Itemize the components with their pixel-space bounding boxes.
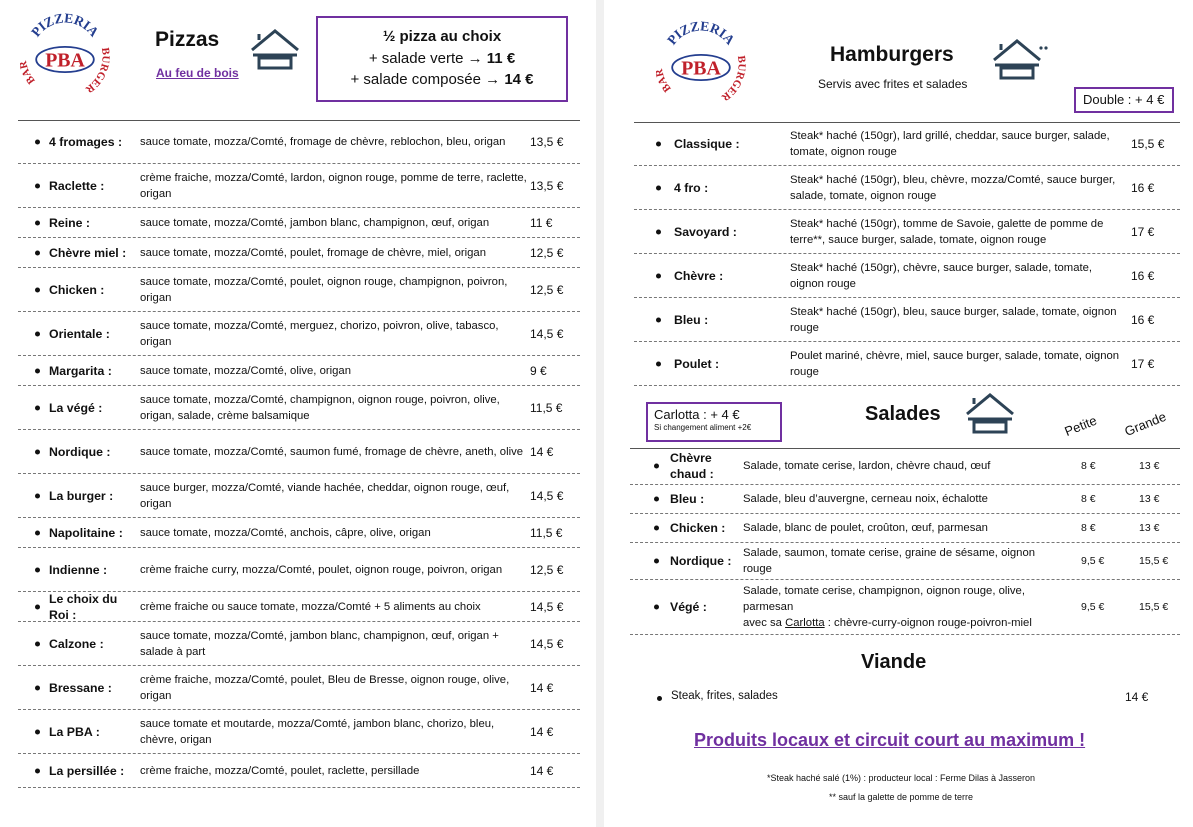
item-description-text: Steak* haché (150gr), lard grillé, cheddar, sauce burger, salade, tomate, oignon rouge xyxy=(790,129,1110,158)
item-price: 11 € xyxy=(530,215,553,230)
item-description-text: sauce tomate, mozza/Comté, jambon blanc, champignon, œuf, origan xyxy=(140,216,490,229)
item-price: 16 € xyxy=(1131,268,1155,283)
column-head-large: Grande xyxy=(1122,408,1169,439)
item-description-text: Salade, bleu d’auvergne, cerneau noix, échalotte xyxy=(743,493,988,505)
item-price: 9 € xyxy=(530,363,547,378)
salad-row xyxy=(630,580,1180,635)
item-name: La végé : xyxy=(49,400,103,415)
item-price: 16 € xyxy=(1131,180,1155,195)
bullet xyxy=(35,641,40,646)
promo-line1-price: 11 € xyxy=(486,50,516,67)
item-description-text: Poulet mariné, chèvre, miel, sauce burger, salade, tomate, oignon rouge xyxy=(790,349,1120,378)
item-name: Nordique : xyxy=(670,554,732,568)
bullet xyxy=(35,567,40,572)
price-large: 15,5 € xyxy=(1139,555,1169,567)
house-icon-graphic xyxy=(250,28,300,70)
pizza-row xyxy=(18,548,580,592)
salad-row xyxy=(630,485,1180,514)
pizza-row xyxy=(18,312,580,356)
item-description xyxy=(140,672,530,704)
bullet xyxy=(35,139,40,144)
item-name: Chicken : xyxy=(49,282,105,297)
burger-row xyxy=(634,342,1180,386)
pizza-row xyxy=(18,120,580,164)
bullet xyxy=(656,361,661,366)
pizza-row xyxy=(18,622,580,666)
price-large: 13 € xyxy=(1139,493,1160,505)
logo-right-top-text: PIZZERIA xyxy=(664,18,738,48)
item-description-text: Salade, saumon, tomate cerise, graine de sésame, oignon rouge xyxy=(743,547,1036,575)
price-large: 13 € xyxy=(1139,522,1160,534)
item-name: Nordique : xyxy=(49,444,111,459)
item-description xyxy=(790,348,1124,380)
bullet xyxy=(35,368,40,373)
item-description-text: Steak* haché (150gr), bleu, sauce burger, salade, tomate, oignon rouge xyxy=(790,305,1117,334)
item-description-text: sauce tomate, mozza/Comté, fromage de chèvre, reblochon, bleu, origan xyxy=(140,135,506,148)
burger-salad-page xyxy=(604,0,1193,827)
item-description xyxy=(140,170,530,202)
item-name: Indienne : xyxy=(49,562,108,577)
logo-left-text: BA xyxy=(20,66,38,87)
item-name: Bleu : xyxy=(670,492,705,506)
bullet xyxy=(35,183,40,188)
item-description-text: Salade, blanc de poulet, croûton, œuf, parmesan xyxy=(743,522,988,534)
item-description-text: sauce tomate, mozza/Comté, merguez, chorizo, poivron, olive, tabasco, origan xyxy=(140,319,499,348)
promo-line-mixed-salad xyxy=(318,71,566,89)
item-name: Chèvre chaud : xyxy=(670,451,714,481)
item-name: Orientale : xyxy=(49,326,110,341)
item-price: 14 € xyxy=(530,680,554,695)
bullet xyxy=(656,141,661,146)
bullet xyxy=(35,604,40,609)
house-icon xyxy=(250,28,300,70)
item-description xyxy=(140,245,530,261)
logo-top-text: PIZZERIA xyxy=(28,10,102,40)
bullet xyxy=(35,220,40,225)
item-description-text: sauce tomate, mozza/Comté, champignon, oignon rouge, poivron, olive, origan, salade, crème balsamique xyxy=(140,393,500,422)
item-price: 13,5 € xyxy=(530,178,564,193)
pizza-row xyxy=(18,754,580,788)
item-extra-prefix: avec sa xyxy=(743,617,786,629)
pizza-list xyxy=(18,120,580,792)
bullet xyxy=(654,526,659,531)
item-price: 11,5 € xyxy=(530,525,563,540)
item-description-text: Steak* haché (150gr), bleu, chèvre, mozza/Comté, sauce burger, salade, tomate, oignon rouge xyxy=(790,173,1116,202)
bullet xyxy=(656,229,661,234)
item-description xyxy=(743,583,1065,631)
pizza-row xyxy=(18,518,580,548)
item-name: Reine : xyxy=(49,215,90,230)
item-name: Margarita : xyxy=(49,363,112,378)
pba-logo xyxy=(20,10,110,100)
bullet xyxy=(656,185,661,190)
bullet xyxy=(654,464,659,469)
item-name: 4 fro : xyxy=(674,180,709,195)
burger-row xyxy=(634,298,1180,342)
item-price: 12,5 € xyxy=(530,245,564,260)
bullet xyxy=(35,250,40,255)
item-description-text: Steak* haché (150gr), tomme de Savoie, galette de pomme de terre**, sauce burger, salade, tomate, oignon rouge xyxy=(790,217,1104,246)
bullet xyxy=(654,497,659,502)
pizza-row xyxy=(18,356,580,386)
half-pizza-promo xyxy=(316,16,568,102)
item-price: 14,5 € xyxy=(530,599,564,614)
house-icon-salades-graphic xyxy=(965,392,1015,434)
bullet xyxy=(35,405,40,410)
carlotta-note: Si changement aliment +2€ xyxy=(654,423,752,432)
pba-logo-right-graphic xyxy=(656,18,746,108)
salades-title: Salades xyxy=(865,403,941,425)
pizza-row xyxy=(18,386,580,430)
slogan: Produits locaux et circuit court au maximum ! xyxy=(694,730,1086,750)
logo-right-text: RGER xyxy=(83,62,110,96)
viande-item: Steak, frites, salades xyxy=(671,690,778,702)
burger-row xyxy=(634,254,1180,298)
item-extra-suffix: : chèvre-curry-oignon rouge-poivron-miel xyxy=(824,617,1032,629)
price-small: 9,5 € xyxy=(1081,555,1105,567)
burger-list xyxy=(634,122,1180,386)
item-name: 4 fromages : xyxy=(49,134,123,149)
pizza-row xyxy=(18,164,580,208)
item-description xyxy=(140,599,530,615)
item-description xyxy=(743,491,1065,507)
bullet xyxy=(35,530,40,535)
salad-list xyxy=(630,448,1180,635)
promo-title: ½ pizza au choix xyxy=(382,28,502,45)
item-price: 15,5 € xyxy=(1131,136,1165,151)
burger-row xyxy=(634,166,1180,210)
item-price: 14,5 € xyxy=(530,326,564,341)
bullet xyxy=(35,449,40,454)
item-name: Végé : xyxy=(670,600,707,614)
salad-row xyxy=(630,514,1180,543)
item-name: Chèvre : xyxy=(674,268,724,283)
bullet xyxy=(35,331,40,336)
footnote-steak: *Steak haché salé (1%) : producteur local : Ferme Dilas à Jasseron xyxy=(766,773,1036,783)
item-description-text: crème fraiche, mozza/Comté, poulet, Bleu de Bresse, oignon rouge, olive, origan xyxy=(140,673,510,702)
price-large: 13 € xyxy=(1139,460,1160,472)
logo-right-right-text: RGER xyxy=(719,70,746,104)
item-price: 13,5 € xyxy=(530,134,564,149)
item-description-text: crème fraiche, mozza/Comté, lardon, oignon rouge, pomme de terre, raclette, origan xyxy=(140,171,527,200)
item-description-text: Salade, tomate cerise, champignon, oignon rouge, olive, parmesan xyxy=(743,585,1025,613)
item-description-text: crème fraiche curry, mozza/Comté, poulet, oignon rouge, poivron, origan xyxy=(140,563,503,576)
price-small: 8 € xyxy=(1081,522,1096,534)
item-name: La PBA : xyxy=(49,724,100,739)
item-description xyxy=(140,215,530,231)
item-description xyxy=(140,274,530,306)
item-name: Chèvre miel : xyxy=(49,245,127,260)
item-description xyxy=(790,172,1124,204)
item-description xyxy=(743,545,1065,577)
item-price: 16 € xyxy=(1131,312,1155,327)
item-name: Savoyard : xyxy=(674,224,737,239)
item-price: 14,5 € xyxy=(530,636,564,651)
item-description xyxy=(790,260,1124,292)
item-description xyxy=(140,562,530,578)
item-name: Poulet : xyxy=(674,356,720,371)
page-gap xyxy=(596,0,604,827)
item-description-text: sauce tomate et moutarde, mozza/Comté, jambon blanc, chorizo, bleu, chèvre, origan xyxy=(140,717,495,746)
bullet xyxy=(35,493,40,498)
item-description xyxy=(140,716,530,748)
pizza-row xyxy=(18,710,580,754)
pizzas-subtitle[interactable]: Au feu de bois xyxy=(156,66,239,80)
item-description xyxy=(140,763,530,779)
item-description-text: sauce tomate, mozza/Comté, anchois, câpre, olive, origan xyxy=(140,526,431,539)
viande-price: 14 € xyxy=(1125,690,1149,704)
price-large: 15,5 € xyxy=(1139,601,1169,613)
item-name: Calzone : xyxy=(49,636,104,651)
item-description-text: crème fraiche ou sauce tomate, mozza/Comté + 5 aliments au choix xyxy=(140,600,481,613)
item-description xyxy=(790,304,1124,336)
bullet xyxy=(656,317,661,322)
promo-line2-text: + salade composée → xyxy=(350,71,505,88)
price-small: 9,5 € xyxy=(1081,601,1105,613)
item-description-text: Steak* haché (150gr), chèvre, sauce burger, salade, tomate, oignon rouge xyxy=(790,261,1093,290)
price-small: 8 € xyxy=(1081,493,1096,505)
item-description xyxy=(140,318,530,350)
promo-line1-text: + salade verte → xyxy=(368,50,487,67)
viande-title: Viande xyxy=(861,651,927,673)
item-description xyxy=(140,392,530,424)
item-name: Raclette : xyxy=(49,178,105,193)
bullet xyxy=(35,768,40,773)
carlotta-box xyxy=(646,402,782,442)
viande-bullet xyxy=(657,696,662,701)
hamburgers-title: Hamburgers xyxy=(830,43,954,66)
item-price: 14,5 € xyxy=(530,488,564,503)
item-description xyxy=(140,363,530,379)
house-icon-salades xyxy=(965,392,1015,434)
item-price: 14 € xyxy=(530,444,554,459)
item-description xyxy=(140,525,530,541)
carlotta-label: Carlotta : + 4 € xyxy=(654,407,740,422)
item-name: La burger : xyxy=(49,488,114,503)
item-name: Bleu : xyxy=(674,312,709,327)
item-price: 14 € xyxy=(530,724,554,739)
item-name: Le choix du Roi : xyxy=(49,591,118,622)
promo-line2-price: 14 € xyxy=(504,71,534,88)
hamburgers-subtitle: Servis avec frites et salades xyxy=(818,77,968,91)
item-description-text: sauce tomate, mozza/Comté, saumon fumé, fromage de chèvre, aneth, olive xyxy=(140,445,524,458)
item-description-text: Salade, tomate cerise, lardon, chèvre chaud, œuf xyxy=(743,460,991,472)
item-description-text: sauce tomate, mozza/Comté, jambon blanc, champignon, œuf, origan + salade à part xyxy=(140,629,499,658)
bullet xyxy=(35,685,40,690)
promo-line-green-salad xyxy=(318,50,566,68)
double-option-box: Double : + 4 € xyxy=(1074,87,1174,113)
burger-row xyxy=(634,210,1180,254)
item-description xyxy=(743,458,1065,474)
pizza-row xyxy=(18,592,580,622)
item-price: 17 € xyxy=(1131,356,1155,371)
salad-row xyxy=(630,448,1180,485)
price-small: 8 € xyxy=(1081,460,1096,472)
item-name: Chicken : xyxy=(670,521,726,535)
item-description xyxy=(790,216,1124,248)
logo-center-text: PBA xyxy=(45,49,85,72)
item-description-text: sauce tomate, mozza/Comté, olive, origan xyxy=(140,364,351,377)
bullet xyxy=(35,287,40,292)
item-price: 14 € xyxy=(530,763,554,778)
footnote-galette: ** sauf la galette de pomme de terre xyxy=(828,792,974,802)
pizza-row xyxy=(18,666,580,710)
bullet xyxy=(656,273,661,278)
item-description-text: sauce tomate, mozza/Comté, poulet, oignon rouge, champignon, poivron, origan xyxy=(140,275,508,304)
item-price: 12,5 € xyxy=(530,562,564,577)
item-description xyxy=(140,134,530,150)
pizza-row xyxy=(18,268,580,312)
item-price: 12,5 € xyxy=(530,282,564,297)
item-description xyxy=(140,444,530,460)
salad-row xyxy=(630,543,1180,580)
bullet xyxy=(35,729,40,734)
pizza-row xyxy=(18,474,580,518)
item-description-text: sauce burger, mozza/Comté, viande hachée, cheddar, oignon rouge, œuf, origan xyxy=(140,481,510,510)
item-name: La persillée : xyxy=(49,763,125,778)
pizza-row xyxy=(18,430,580,474)
item-description xyxy=(140,628,530,660)
bullet xyxy=(654,559,659,564)
logo-right-left-text: BA xyxy=(656,74,674,95)
item-description xyxy=(743,520,1065,536)
logo-right-center-text: PBA xyxy=(681,57,721,80)
house-icon-hamburgers xyxy=(992,38,1050,80)
burger-row xyxy=(634,122,1180,166)
item-description-text: crème fraiche, mozza/Comté, poulet, raclette, persillade xyxy=(140,764,420,777)
item-name: Bressane : xyxy=(49,680,112,695)
item-name: Napolitaine : xyxy=(49,525,123,540)
item-description-text: sauce tomate, mozza/Comté, poulet, fromage de chèvre, miel, origan xyxy=(140,246,486,259)
pizzas-title: Pizzas xyxy=(155,28,220,51)
pba-logo-graphic xyxy=(20,10,110,100)
item-price: 17 € xyxy=(1131,224,1155,239)
house-icon-hamburgers-graphic xyxy=(992,38,1050,80)
item-name: Classique : xyxy=(674,136,740,151)
bullet xyxy=(654,605,659,610)
pizza-row xyxy=(18,238,580,268)
column-head-small: Petite xyxy=(1062,412,1099,439)
item-description xyxy=(790,128,1124,160)
item-description xyxy=(140,480,530,512)
pizza-page xyxy=(0,0,596,827)
item-price: 11,5 € xyxy=(530,400,563,415)
pizza-row xyxy=(18,208,580,238)
pba-logo-right xyxy=(656,18,746,108)
carlotta-link[interactable]: Carlotta xyxy=(785,617,825,629)
